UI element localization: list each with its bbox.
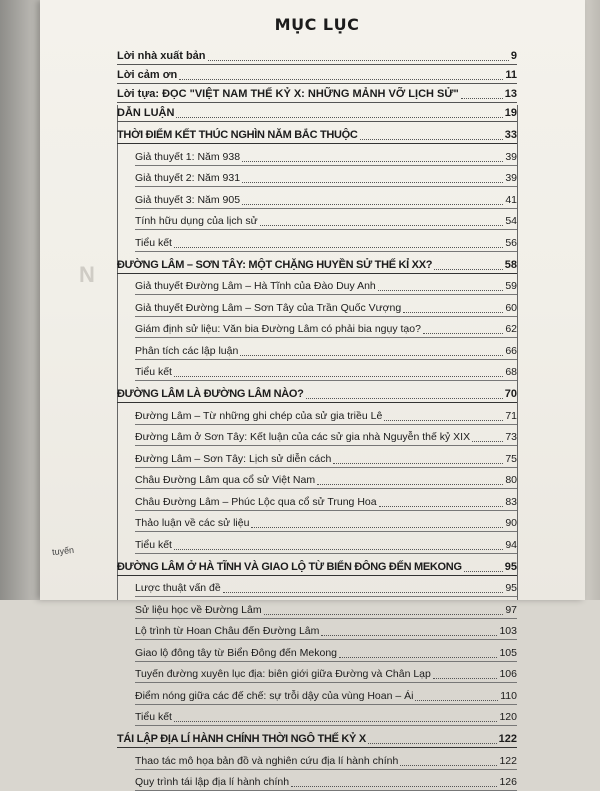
dot-leader xyxy=(251,526,503,528)
front-matter-entry[interactable] xyxy=(117,84,517,103)
table-of-contents xyxy=(117,14,517,791)
page-number: 39 xyxy=(505,170,517,186)
entry-title: Lời tựa: ĐỌC "VIỆT NAM THẾ KỶ X: NHỮNG MẢNH VỠ LỊCH SỬ" xyxy=(117,86,459,102)
entry-title: Tuyến đường xuyên lục địa: biên giới giữa Đường và Chân Lạp xyxy=(135,666,431,682)
entry-title: Giả thuyết Đường Lâm – Hà Tĩnh của Đào Duy Anh xyxy=(135,278,376,294)
section-entry[interactable] xyxy=(135,360,517,382)
dot-leader xyxy=(321,634,497,636)
page-number: 75 xyxy=(505,451,517,467)
entry-title: Thảo luận về các sử liệu xyxy=(135,515,249,531)
page-number: 97 xyxy=(505,602,517,618)
entry-title: Đường Lâm – Sơn Tây: Lịch sử diễn cách xyxy=(135,451,331,467)
entry-title: DẪN LUẬN xyxy=(117,105,174,121)
dot-leader xyxy=(472,440,503,442)
section-entry[interactable] xyxy=(135,209,517,231)
dot-leader xyxy=(264,613,504,615)
chapter-entry[interactable] xyxy=(117,554,517,576)
page-number: 60 xyxy=(505,300,517,316)
page-number: 71 xyxy=(505,408,517,424)
section-entry[interactable] xyxy=(135,403,517,425)
dot-leader xyxy=(174,720,498,722)
dot-leader xyxy=(360,138,503,140)
entry-title: Phân tích các lập luận xyxy=(135,343,238,359)
page-number: 58 xyxy=(505,257,517,273)
chapter-entry[interactable] xyxy=(117,726,517,748)
entry-title: Tiểu kết xyxy=(135,235,172,251)
section-entry[interactable] xyxy=(135,425,517,447)
section-entry[interactable] xyxy=(135,640,517,662)
dot-leader xyxy=(242,203,503,205)
dot-leader xyxy=(434,268,503,270)
page-number: 73 xyxy=(505,429,517,445)
entry-title: Lược thuật vấn đề xyxy=(135,580,221,596)
dot-leader xyxy=(423,332,503,334)
dot-leader xyxy=(260,224,504,226)
section-entry[interactable] xyxy=(135,532,517,554)
entry-title: Giả thuyết 2: Năm 931 xyxy=(135,170,240,186)
dot-leader xyxy=(433,677,498,679)
page-number: 95 xyxy=(505,559,517,575)
section-entry[interactable] xyxy=(135,166,517,188)
entry-title: ĐƯỜNG LÂM – SƠN TÂY: MỘT CHẶNG HUYỀN SỬ THẾ KỈ XX? xyxy=(117,257,432,273)
page-number: 103 xyxy=(499,623,517,639)
section-entry[interactable] xyxy=(135,295,517,317)
dot-leader xyxy=(242,181,503,183)
page-number: 80 xyxy=(505,472,517,488)
section-entry[interactable] xyxy=(135,511,517,533)
section-entry[interactable] xyxy=(135,770,517,791)
dot-leader xyxy=(400,764,497,766)
page-number: 56 xyxy=(505,235,517,251)
section-entry[interactable] xyxy=(135,338,517,360)
page-number: 66 xyxy=(505,343,517,359)
entry-title: Lộ trình từ Hoan Châu đến Đường Lâm xyxy=(135,623,319,639)
dot-leader xyxy=(378,289,504,291)
entry-title: Giả thuyết 3: Năm 905 xyxy=(135,192,240,208)
section-entry[interactable] xyxy=(135,705,517,727)
page-number: 94 xyxy=(505,537,517,553)
section-entry[interactable] xyxy=(135,274,517,296)
dot-leader xyxy=(379,505,504,507)
dot-leader xyxy=(333,462,503,464)
section-entry[interactable] xyxy=(135,683,517,705)
dot-leader xyxy=(179,78,503,80)
entry-title: Lời cảm ơn xyxy=(117,67,177,83)
page-number: 126 xyxy=(499,774,517,790)
dot-leader xyxy=(339,656,497,658)
dot-leader xyxy=(306,397,503,399)
dot-leader xyxy=(240,354,503,356)
front-matter-entry[interactable] xyxy=(117,46,517,65)
toc-title: MỤC LỤC xyxy=(117,14,517,36)
section-entry[interactable] xyxy=(135,187,517,209)
entry-title: Sử liệu học về Đường Lâm xyxy=(135,602,262,618)
page-number: 70 xyxy=(505,386,517,402)
bleed-through-text: N xyxy=(79,262,96,288)
dot-leader xyxy=(368,742,497,744)
section-entry[interactable] xyxy=(135,446,517,468)
entry-title: Quy trình tái lập địa lí hành chính xyxy=(135,774,289,790)
dot-leader xyxy=(291,785,497,787)
entry-title: Châu Đường Lâm – Phúc Lộc qua cổ sử Trung Hoa xyxy=(135,494,377,510)
dot-leader xyxy=(242,160,503,162)
dot-leader xyxy=(174,375,503,377)
toc-frame-right xyxy=(517,105,518,600)
dot-leader xyxy=(384,419,503,421)
dot-leader xyxy=(415,699,498,701)
section-entry[interactable] xyxy=(135,144,517,166)
entry-title: THỜI ĐIỂM KẾT THÚC NGHÌN NĂM BẮC THUỘC xyxy=(117,127,358,143)
page-number: 95 xyxy=(505,580,517,596)
entry-title: Đường Lâm ở Sơn Tây: Kết luận của các sử gia nhà Nguyễn thế kỷ XIX xyxy=(135,429,470,445)
page-number: 54 xyxy=(505,213,517,229)
entry-title: ĐƯỜNG LÂM LÀ ĐƯỜNG LÂM NÀO? xyxy=(117,386,304,402)
entry-title: Đường Lâm – Từ những ghi chép của sử gia triều Lê xyxy=(135,408,382,424)
page-number: 122 xyxy=(499,731,517,747)
page-number: 33 xyxy=(505,127,517,143)
entry-title: Giám định sử liệu: Văn bia Đường Lâm có phải bia ngụy tạo? xyxy=(135,321,421,337)
page-number: 39 xyxy=(505,149,517,165)
entry-title: Tính hữu dụng của lịch sử xyxy=(135,213,258,229)
section-entry[interactable] xyxy=(135,748,517,770)
page-number: 83 xyxy=(505,494,517,510)
entry-title: Châu Đường Lâm qua cổ sử Việt Nam xyxy=(135,472,315,488)
dot-leader xyxy=(223,591,504,593)
section-entry[interactable] xyxy=(135,662,517,684)
front-matter-entry[interactable] xyxy=(117,65,517,84)
entry-title: Điểm nóng giữa các đế chế: sự trỗi dậy của vùng Hoan – Ái xyxy=(135,688,413,704)
entry-title: Giả thuyết 1: Năm 938 xyxy=(135,149,240,165)
entry-title: Tiểu kết xyxy=(135,709,172,725)
dot-leader xyxy=(176,116,502,118)
chapter-entry[interactable] xyxy=(117,381,517,403)
dot-leader xyxy=(464,570,503,572)
entry-title: Giả thuyết Đường Lâm – Sơn Tây của Trần Quốc Vượng xyxy=(135,300,401,316)
page-number: 62 xyxy=(505,321,517,337)
entry-title: Thao tác mô họa bản đồ và nghiên cứu địa lí hành chính xyxy=(135,753,398,769)
toc-body xyxy=(117,46,517,791)
page-number: 120 xyxy=(499,709,517,725)
dot-leader xyxy=(317,483,503,485)
page-number: 68 xyxy=(505,364,517,380)
chapter-entry[interactable] xyxy=(117,122,517,144)
section-entry[interactable] xyxy=(135,317,517,339)
section-entry[interactable] xyxy=(135,489,517,511)
dot-leader xyxy=(174,246,503,248)
page-number: 41 xyxy=(505,192,517,208)
page-number: 19 xyxy=(505,105,517,121)
page-number: 9 xyxy=(511,48,517,64)
entry-title: Lời nhà xuất bản xyxy=(117,48,206,64)
section-entry[interactable] xyxy=(135,619,517,641)
dot-leader xyxy=(403,311,503,313)
section-entry[interactable] xyxy=(135,468,517,490)
entry-title: Giao lộ đông tây từ Biển Đông đến Mekong xyxy=(135,645,337,661)
entry-title: Tiểu kết xyxy=(135,364,172,380)
page-number: 11 xyxy=(505,67,517,83)
dot-leader xyxy=(208,59,509,61)
entry-title: Tiểu kết xyxy=(135,537,172,553)
section-entry[interactable] xyxy=(135,576,517,598)
page-number: 110 xyxy=(500,688,517,704)
dot-leader xyxy=(461,97,503,99)
chapter-entry[interactable] xyxy=(117,252,517,274)
page-number: 122 xyxy=(499,753,517,769)
page-number: 59 xyxy=(505,278,517,294)
page-number: 106 xyxy=(499,666,517,682)
dot-leader xyxy=(174,548,503,550)
page-number: 13 xyxy=(505,86,517,102)
spine-label: tuyến xyxy=(52,545,75,557)
section-entry[interactable] xyxy=(135,597,517,619)
page-number: 105 xyxy=(499,645,517,661)
entry-title: TÁI LẬP ĐỊA LÍ HÀNH CHÍNH THỜI NGÔ THẾ KỶ X xyxy=(117,731,366,747)
section-entry[interactable] xyxy=(135,230,517,252)
page-number: 90 xyxy=(505,515,517,531)
entry-title: ĐƯỜNG LÂM Ở HÀ TĨNH VÀ GIAO LỘ TỪ BIỂN ĐÔNG ĐẾN MEKONG xyxy=(117,559,462,575)
front-matter-entry[interactable] xyxy=(117,103,517,122)
